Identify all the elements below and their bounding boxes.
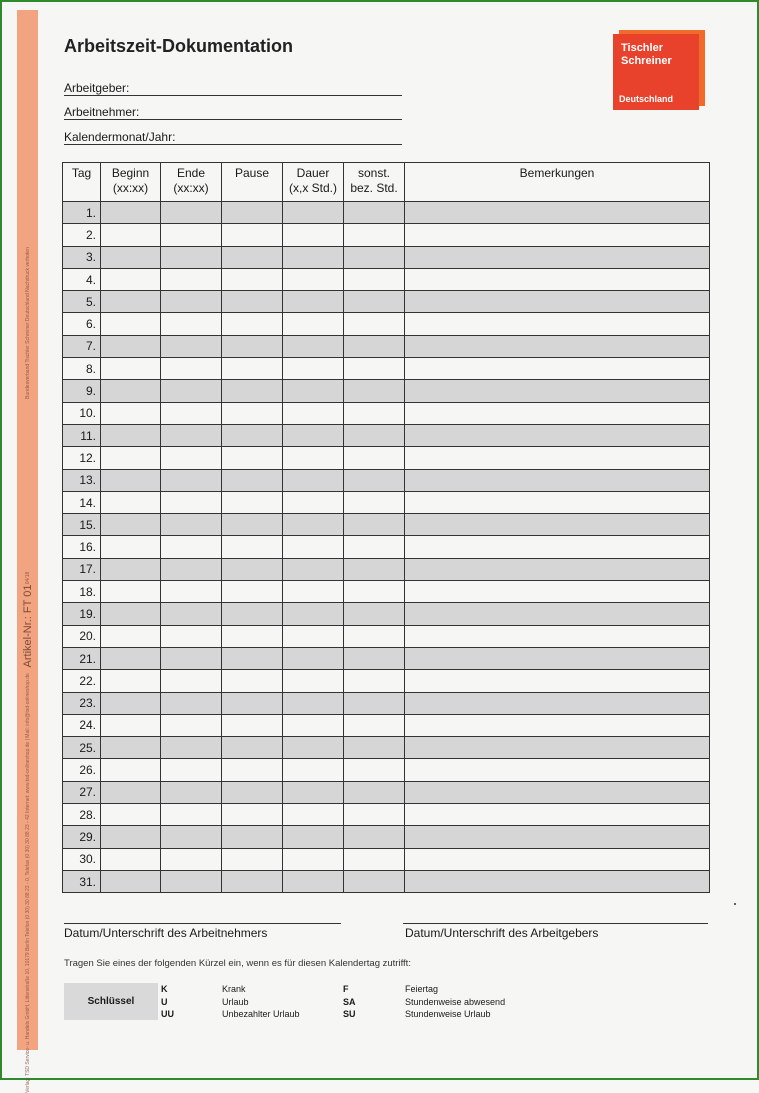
start-cell[interactable] bbox=[101, 647, 161, 669]
other-hours-cell[interactable] bbox=[344, 737, 405, 759]
remarks-cell[interactable] bbox=[405, 224, 710, 246]
table-row bbox=[63, 224, 710, 246]
other-hours-cell[interactable] bbox=[344, 804, 405, 826]
col-header-break: Pause bbox=[222, 163, 283, 202]
table-row bbox=[63, 558, 710, 580]
day-number: 4. bbox=[63, 268, 101, 290]
end-cell[interactable] bbox=[161, 447, 222, 469]
col-header-other-hours: sonst. bez. Std. bbox=[344, 163, 405, 202]
other-hours-cell[interactable] bbox=[344, 558, 405, 580]
end-cell[interactable] bbox=[161, 647, 222, 669]
table-row bbox=[63, 402, 710, 424]
break-cell[interactable] bbox=[222, 581, 283, 603]
duration-cell[interactable] bbox=[283, 424, 344, 446]
table-row bbox=[63, 581, 710, 603]
start-cell[interactable] bbox=[101, 447, 161, 469]
start-cell[interactable] bbox=[101, 291, 161, 313]
start-cell[interactable] bbox=[101, 625, 161, 647]
col-header-end: Ende (xx:xx) bbox=[161, 163, 222, 202]
end-cell[interactable] bbox=[161, 536, 222, 558]
remarks-cell[interactable] bbox=[405, 759, 710, 781]
end-cell[interactable] bbox=[161, 224, 222, 246]
day-number: 26. bbox=[63, 759, 101, 781]
duration-cell[interactable] bbox=[283, 202, 344, 224]
day-number: 30. bbox=[63, 848, 101, 870]
logo-line2: Schreiner bbox=[621, 55, 672, 67]
duration-cell[interactable] bbox=[283, 224, 344, 246]
break-cell[interactable] bbox=[222, 469, 283, 491]
day-number: 16. bbox=[63, 536, 101, 558]
table-row bbox=[63, 647, 710, 669]
remarks-cell[interactable] bbox=[405, 469, 710, 491]
break-cell[interactable] bbox=[222, 647, 283, 669]
duration-cell[interactable] bbox=[283, 491, 344, 513]
table-row bbox=[63, 268, 710, 290]
remarks-cell[interactable] bbox=[405, 402, 710, 424]
month-year-field[interactable] bbox=[64, 130, 402, 145]
end-cell[interactable] bbox=[161, 469, 222, 491]
day-number: 10. bbox=[63, 402, 101, 424]
end-cell[interactable] bbox=[161, 826, 222, 848]
other-hours-cell[interactable] bbox=[344, 224, 405, 246]
other-hours-cell[interactable] bbox=[344, 759, 405, 781]
table-row bbox=[63, 469, 710, 491]
other-hours-cell[interactable] bbox=[344, 469, 405, 491]
other-hours-cell[interactable] bbox=[344, 625, 405, 647]
remarks-cell[interactable] bbox=[405, 536, 710, 558]
remarks-cell[interactable] bbox=[405, 558, 710, 580]
remarks-cell[interactable] bbox=[405, 826, 710, 848]
key-texts-right: Feiertag Stundenweise abwesend Stundenweise Urlaub bbox=[405, 984, 506, 1019]
employer-signature-label: Datum/Unterschrift des Arbeitgebers bbox=[405, 926, 599, 940]
start-cell[interactable] bbox=[101, 536, 161, 558]
other-hours-cell[interactable] bbox=[344, 826, 405, 848]
remarks-cell[interactable] bbox=[405, 647, 710, 669]
time-table bbox=[62, 162, 710, 893]
day-number: 29. bbox=[63, 826, 101, 848]
duration-cell[interactable] bbox=[283, 714, 344, 736]
duration-cell[interactable] bbox=[283, 291, 344, 313]
remarks-cell[interactable] bbox=[405, 291, 710, 313]
start-cell[interactable] bbox=[101, 714, 161, 736]
end-cell[interactable] bbox=[161, 581, 222, 603]
other-hours-cell[interactable] bbox=[344, 514, 405, 536]
break-cell[interactable] bbox=[222, 603, 283, 625]
other-hours-cell[interactable] bbox=[344, 402, 405, 424]
end-cell[interactable] bbox=[161, 380, 222, 402]
remarks-cell[interactable] bbox=[405, 870, 710, 892]
employer-label: Arbeitgeber: bbox=[64, 81, 130, 95]
day-number: 12. bbox=[63, 447, 101, 469]
day-number: 27. bbox=[63, 781, 101, 803]
start-cell[interactable] bbox=[101, 826, 161, 848]
other-hours-cell[interactable] bbox=[344, 380, 405, 402]
col-header-duration: Dauer (x,x Std.) bbox=[283, 163, 344, 202]
end-cell[interactable] bbox=[161, 246, 222, 268]
break-cell[interactable] bbox=[222, 514, 283, 536]
table-row bbox=[63, 848, 710, 870]
duration-cell[interactable] bbox=[283, 603, 344, 625]
remarks-cell[interactable] bbox=[405, 447, 710, 469]
table-row bbox=[63, 358, 710, 380]
key-label: Schlüssel bbox=[64, 983, 158, 1020]
start-cell[interactable] bbox=[101, 246, 161, 268]
employee-signature-label: Datum/Unterschrift des Arbeitnehmers bbox=[64, 926, 268, 940]
day-number: 23. bbox=[63, 692, 101, 714]
break-cell[interactable] bbox=[222, 737, 283, 759]
break-cell[interactable] bbox=[222, 447, 283, 469]
duration-cell[interactable] bbox=[283, 402, 344, 424]
table-row bbox=[63, 870, 710, 892]
day-number: 2. bbox=[63, 224, 101, 246]
start-cell[interactable] bbox=[101, 603, 161, 625]
duration-cell[interactable] bbox=[283, 581, 344, 603]
table-row bbox=[63, 491, 710, 513]
table-row bbox=[63, 714, 710, 736]
remarks-cell[interactable] bbox=[405, 714, 710, 736]
day-number: 7. bbox=[63, 335, 101, 357]
other-hours-cell[interactable] bbox=[344, 313, 405, 335]
break-cell[interactable] bbox=[222, 246, 283, 268]
duration-cell[interactable] bbox=[283, 558, 344, 580]
end-cell[interactable] bbox=[161, 737, 222, 759]
break-cell[interactable] bbox=[222, 291, 283, 313]
table-row bbox=[63, 781, 710, 803]
other-hours-cell[interactable] bbox=[344, 670, 405, 692]
remarks-cell[interactable] bbox=[405, 202, 710, 224]
other-hours-cell[interactable] bbox=[344, 581, 405, 603]
day-number: 21. bbox=[63, 647, 101, 669]
day-number: 8. bbox=[63, 358, 101, 380]
table-row bbox=[63, 737, 710, 759]
employer-field[interactable] bbox=[64, 81, 402, 96]
break-cell[interactable] bbox=[222, 268, 283, 290]
duration-cell[interactable] bbox=[283, 246, 344, 268]
page-title: Arbeitszeit-Dokumentation bbox=[64, 36, 294, 56]
start-cell[interactable] bbox=[101, 759, 161, 781]
day-number: 13. bbox=[63, 469, 101, 491]
end-cell[interactable] bbox=[161, 358, 222, 380]
remarks-cell[interactable] bbox=[405, 737, 710, 759]
break-cell[interactable] bbox=[222, 335, 283, 357]
duration-cell[interactable] bbox=[283, 759, 344, 781]
other-hours-cell[interactable] bbox=[344, 424, 405, 446]
employee-field[interactable] bbox=[64, 105, 402, 120]
day-number: 24. bbox=[63, 714, 101, 736]
other-hours-cell[interactable] bbox=[344, 358, 405, 380]
end-cell[interactable] bbox=[161, 313, 222, 335]
col-header-day: Tag bbox=[63, 163, 101, 202]
sidebar-version: 04/18 bbox=[24, 571, 31, 585]
break-cell[interactable] bbox=[222, 224, 283, 246]
other-hours-cell[interactable] bbox=[344, 714, 405, 736]
day-number: 6. bbox=[63, 313, 101, 335]
remarks-cell[interactable] bbox=[405, 625, 710, 647]
key-texts-left: Krank Urlaub Unbezahlter Urlaub bbox=[222, 984, 300, 1019]
remarks-cell[interactable] bbox=[405, 380, 710, 402]
other-hours-cell[interactable] bbox=[344, 491, 405, 513]
start-cell[interactable] bbox=[101, 469, 161, 491]
day-number: 3. bbox=[63, 246, 101, 268]
duration-cell[interactable] bbox=[283, 380, 344, 402]
duration-cell[interactable] bbox=[283, 647, 344, 669]
start-cell[interactable] bbox=[101, 268, 161, 290]
break-cell[interactable] bbox=[222, 804, 283, 826]
start-cell[interactable] bbox=[101, 870, 161, 892]
instruction-text: Tragen Sie eines der folgenden Kürzel ein, wenn es für diesen Kalendertag zutrifft: bbox=[64, 958, 411, 969]
other-hours-cell[interactable] bbox=[344, 447, 405, 469]
day-number: 22. bbox=[63, 670, 101, 692]
start-cell[interactable] bbox=[101, 581, 161, 603]
table-row bbox=[63, 447, 710, 469]
remarks-cell[interactable] bbox=[405, 491, 710, 513]
duration-cell[interactable] bbox=[283, 268, 344, 290]
remarks-cell[interactable] bbox=[405, 603, 710, 625]
other-hours-cell[interactable] bbox=[344, 870, 405, 892]
day-number: 5. bbox=[63, 291, 101, 313]
break-cell[interactable] bbox=[222, 826, 283, 848]
day-number: 1. bbox=[63, 202, 101, 224]
remarks-cell[interactable] bbox=[405, 246, 710, 268]
end-cell[interactable] bbox=[161, 714, 222, 736]
day-number: 28. bbox=[63, 804, 101, 826]
break-cell[interactable] bbox=[222, 402, 283, 424]
key-codes-right: F SA SU bbox=[343, 984, 356, 1019]
start-cell[interactable] bbox=[101, 313, 161, 335]
table-row bbox=[63, 536, 710, 558]
start-cell[interactable] bbox=[101, 804, 161, 826]
start-cell[interactable] bbox=[101, 670, 161, 692]
end-cell[interactable] bbox=[161, 692, 222, 714]
table-row bbox=[63, 246, 710, 268]
other-hours-cell[interactable] bbox=[344, 202, 405, 224]
table-row bbox=[63, 424, 710, 446]
speck bbox=[734, 903, 736, 905]
start-cell[interactable] bbox=[101, 558, 161, 580]
other-hours-cell[interactable] bbox=[344, 848, 405, 870]
logo-line1: Tischler bbox=[621, 42, 663, 54]
table-row bbox=[63, 313, 710, 335]
duration-cell[interactable] bbox=[283, 469, 344, 491]
other-hours-cell[interactable] bbox=[344, 291, 405, 313]
table-row bbox=[63, 625, 710, 647]
remarks-cell[interactable] bbox=[405, 313, 710, 335]
day-number: 11. bbox=[63, 424, 101, 446]
key-codes-left: K U UU bbox=[161, 984, 174, 1019]
duration-cell[interactable] bbox=[283, 826, 344, 848]
remarks-cell[interactable] bbox=[405, 358, 710, 380]
table-row bbox=[63, 291, 710, 313]
start-cell[interactable] bbox=[101, 781, 161, 803]
duration-cell[interactable] bbox=[283, 447, 344, 469]
start-cell[interactable] bbox=[101, 491, 161, 513]
table-row bbox=[63, 603, 710, 625]
duration-cell[interactable] bbox=[283, 692, 344, 714]
duration-cell[interactable] bbox=[283, 737, 344, 759]
table-row bbox=[63, 826, 710, 848]
table-row bbox=[63, 380, 710, 402]
duration-cell[interactable] bbox=[283, 536, 344, 558]
remarks-cell[interactable] bbox=[405, 268, 710, 290]
table-header-row bbox=[63, 163, 710, 202]
other-hours-cell[interactable] bbox=[344, 246, 405, 268]
duration-cell[interactable] bbox=[283, 514, 344, 536]
end-cell[interactable] bbox=[161, 268, 222, 290]
sidebar-note-top: Bundesverband Tischler Schreiner Deutschland Nachdruck verboten bbox=[24, 247, 31, 399]
brand-logo bbox=[613, 30, 705, 112]
start-cell[interactable] bbox=[101, 224, 161, 246]
other-hours-cell[interactable] bbox=[344, 603, 405, 625]
other-hours-cell[interactable] bbox=[344, 536, 405, 558]
other-hours-cell[interactable] bbox=[344, 692, 405, 714]
end-cell[interactable] bbox=[161, 848, 222, 870]
duration-cell[interactable] bbox=[283, 848, 344, 870]
duration-cell[interactable] bbox=[283, 625, 344, 647]
remarks-cell[interactable] bbox=[405, 692, 710, 714]
other-hours-cell[interactable] bbox=[344, 781, 405, 803]
side-stripe bbox=[17, 10, 38, 1093]
break-cell[interactable] bbox=[222, 424, 283, 446]
remarks-cell[interactable] bbox=[405, 781, 710, 803]
day-number: 20. bbox=[63, 625, 101, 647]
day-number: 17. bbox=[63, 558, 101, 580]
end-cell[interactable] bbox=[161, 781, 222, 803]
remarks-cell[interactable] bbox=[405, 424, 710, 446]
break-cell[interactable] bbox=[222, 536, 283, 558]
duration-cell[interactable] bbox=[283, 804, 344, 826]
sidebar-article-number: Artikel-Nr.: FT 01 bbox=[21, 584, 34, 668]
end-cell[interactable] bbox=[161, 804, 222, 826]
break-cell[interactable] bbox=[222, 848, 283, 870]
day-number: 15. bbox=[63, 514, 101, 536]
table-row bbox=[63, 804, 710, 826]
day-number: 18. bbox=[63, 581, 101, 603]
table-row bbox=[63, 514, 710, 536]
break-cell[interactable] bbox=[222, 670, 283, 692]
remarks-cell[interactable] bbox=[405, 804, 710, 826]
break-cell[interactable] bbox=[222, 380, 283, 402]
start-cell[interactable] bbox=[101, 514, 161, 536]
end-cell[interactable] bbox=[161, 870, 222, 892]
remarks-cell[interactable] bbox=[405, 670, 710, 692]
end-cell[interactable] bbox=[161, 335, 222, 357]
sidebar-note-bottom: Verlag: TSD Service- u. Handels GmbH, Littenstraße 10, 10179 Berlin Telefon (0 30) 30 88 23 - 0, Telefax (0 30) 30 88 23 - 42 Internet: www.tsd-onlineshop.de | Mail: info@tsd-onlineshop.de bbox=[24, 673, 31, 1093]
day-number: 14. bbox=[63, 491, 101, 513]
remarks-cell[interactable] bbox=[405, 514, 710, 536]
break-cell[interactable] bbox=[222, 781, 283, 803]
break-cell[interactable] bbox=[222, 625, 283, 647]
start-cell[interactable] bbox=[101, 380, 161, 402]
start-cell[interactable] bbox=[101, 692, 161, 714]
duration-cell[interactable] bbox=[283, 358, 344, 380]
duration-cell[interactable] bbox=[283, 335, 344, 357]
other-hours-cell[interactable] bbox=[344, 647, 405, 669]
break-cell[interactable] bbox=[222, 692, 283, 714]
table-row bbox=[63, 202, 710, 224]
start-cell[interactable] bbox=[101, 424, 161, 446]
start-cell[interactable] bbox=[101, 402, 161, 424]
duration-cell[interactable] bbox=[283, 781, 344, 803]
remarks-cell[interactable] bbox=[405, 848, 710, 870]
other-hours-cell[interactable] bbox=[344, 268, 405, 290]
table-row bbox=[63, 335, 710, 357]
break-cell[interactable] bbox=[222, 759, 283, 781]
table-row bbox=[63, 670, 710, 692]
table-row bbox=[63, 759, 710, 781]
employee-signature-line[interactable] bbox=[64, 923, 341, 924]
day-number: 31. bbox=[63, 870, 101, 892]
duration-cell[interactable] bbox=[283, 870, 344, 892]
remarks-cell[interactable] bbox=[405, 581, 710, 603]
employee-label: Arbeitnehmer: bbox=[64, 105, 140, 119]
day-number: 19. bbox=[63, 603, 101, 625]
day-number: 25. bbox=[63, 737, 101, 759]
logo-line3: Deutschland bbox=[619, 94, 674, 104]
day-number: 9. bbox=[63, 380, 101, 402]
col-header-remarks: Bemerkungen bbox=[405, 163, 710, 202]
employer-signature-line[interactable] bbox=[403, 923, 708, 924]
end-cell[interactable] bbox=[161, 558, 222, 580]
col-header-start: Beginn (xx:xx) bbox=[101, 163, 161, 202]
start-cell[interactable] bbox=[101, 202, 161, 224]
break-cell[interactable] bbox=[222, 313, 283, 335]
duration-cell[interactable] bbox=[283, 313, 344, 335]
end-cell[interactable] bbox=[161, 491, 222, 513]
end-cell[interactable] bbox=[161, 424, 222, 446]
remarks-cell[interactable] bbox=[405, 335, 710, 357]
end-cell[interactable] bbox=[161, 202, 222, 224]
end-cell[interactable] bbox=[161, 759, 222, 781]
end-cell[interactable] bbox=[161, 603, 222, 625]
end-cell[interactable] bbox=[161, 625, 222, 647]
month-year-label: Kalendermonat/Jahr: bbox=[64, 130, 176, 144]
end-cell[interactable] bbox=[161, 402, 222, 424]
start-cell[interactable] bbox=[101, 358, 161, 380]
table-row bbox=[63, 692, 710, 714]
end-cell[interactable] bbox=[161, 670, 222, 692]
break-cell[interactable] bbox=[222, 491, 283, 513]
end-cell[interactable] bbox=[161, 514, 222, 536]
end-cell[interactable] bbox=[161, 291, 222, 313]
break-cell[interactable] bbox=[222, 202, 283, 224]
break-cell[interactable] bbox=[222, 358, 283, 380]
start-cell[interactable] bbox=[101, 737, 161, 759]
other-hours-cell[interactable] bbox=[344, 335, 405, 357]
break-cell[interactable] bbox=[222, 558, 283, 580]
break-cell[interactable] bbox=[222, 870, 283, 892]
start-cell[interactable] bbox=[101, 335, 161, 357]
duration-cell[interactable] bbox=[283, 670, 344, 692]
start-cell[interactable] bbox=[101, 848, 161, 870]
break-cell[interactable] bbox=[222, 714, 283, 736]
